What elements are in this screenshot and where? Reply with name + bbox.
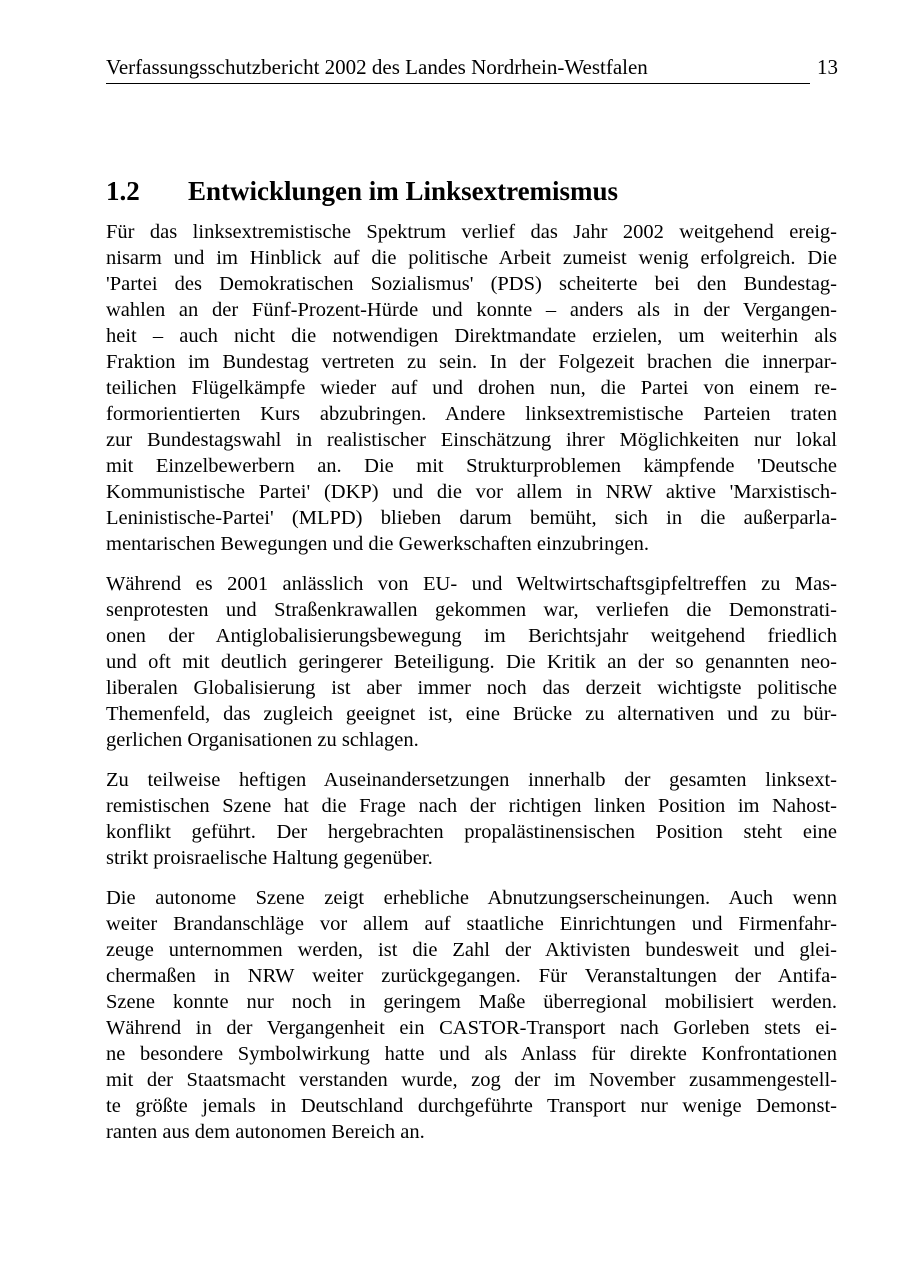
paragraph-1	[106, 219, 837, 557]
text-line: senprotesten und Straßenkrawallen gekommen war, verliefen die Demonstrati-	[106, 599, 837, 621]
text-line: konflikt geführt. Der hergebrachten propalästinensischen Position steht eine	[106, 821, 837, 843]
text-line: mit der Staatsmacht verstanden wurde, zog der im November zusammengestell-	[106, 1069, 837, 1091]
text-line: remistischen Szene hat die Frage nach der richtigen linken Position im Nahost-	[106, 795, 837, 817]
paragraph-4	[106, 885, 837, 1145]
text-line: heit – auch nicht die notwendigen Direktmandate erzielen, um weiterhin als	[106, 325, 837, 347]
text-line: Während in der Vergangenheit ein CASTOR-Transport nach Gorleben stets ei-	[106, 1017, 837, 1039]
paragraph-3	[106, 767, 837, 871]
text-line: Für das linksextremistische Spektrum verlief das Jahr 2002 weitgehend ereig-	[106, 221, 837, 243]
text-line: und oft mit deutlich geringerer Beteiligung. Die Kritik an der so genannten neo-	[106, 651, 837, 673]
text-line: 'Partei des Demokratischen Sozialismus' (PDS) scheiterte bei den Bundestag-	[106, 273, 837, 295]
paragraph-2	[106, 571, 837, 753]
text-line: Fraktion im Bundestag vertreten zu sein. In der Folgezeit brachen die innerpar-	[106, 351, 837, 373]
text-line: zur Bundestagswahl in realistischer Einschätzung ihrer Möglichkeiten nur lokal	[106, 429, 837, 451]
text-line: te größte jemals in Deutschland durchgeführte Transport nur wenige Demonst-	[106, 1095, 837, 1117]
text-line: Zu teilweise heftigen Auseinandersetzungen innerhalb der gesamten linksext-	[106, 769, 837, 791]
text-line: Die autonome Szene zeigt erhebliche Abnutzungserscheinungen. Auch wenn	[106, 887, 837, 909]
text-line: ne besondere Symbolwirkung hatte und als Anlass für direkte Konfrontationen	[106, 1043, 837, 1065]
running-header-title: Verfassungsschutzbericht 2002 des Landes Nordrhein-Westfalen	[106, 53, 810, 84]
text-line: ranten aus dem autonomen Bereich an.	[106, 1121, 425, 1143]
text-line: gerlichen Organisationen zu schlagen.	[106, 729, 419, 751]
text-line: strikt proisraelische Haltung gegenüber.	[106, 847, 433, 869]
body-text	[106, 219, 837, 1159]
text-line: Kommunistische Partei' (DKP) und die vor allem in NRW aktive 'Marxistisch-	[106, 481, 837, 503]
text-line: wahlen an der Fünf-Prozent-Hürde und konnte – anders als in der Vergangen-	[106, 299, 837, 321]
text-line: chermaßen in NRW weiter zurückgegangen. Für Veranstaltungen der Antifa-	[106, 965, 837, 987]
text-line: teilichen Flügelkämpfe wieder auf und drohen nun, die Partei von einem re-	[106, 377, 837, 399]
page-number: 13	[817, 55, 838, 79]
text-line: formorientierten Kurs abzubringen. Andere linksextremistische Parteien traten	[106, 403, 837, 425]
text-line: onen der Antiglobalisierungsbewegung im Berichtsjahr weitgehend friedlich	[106, 625, 837, 647]
text-line: mentarischen Bewegungen und die Gewerkschaften einzubringen.	[106, 533, 650, 555]
text-line: Szene konnte nur noch in geringem Maße überregional mobilisiert werden.	[106, 991, 837, 1013]
text-line: Leninistische-Partei' (MLPD) blieben darum bemüht, sich in die außerparla-	[106, 507, 837, 529]
text-line: mit Einzelbewerbern an. Die mit Strukturproblemen kämpfende 'Deutsche	[106, 455, 837, 477]
text-line: zeuge unternommen werden, ist die Zahl der Aktivisten bundesweit und glei-	[106, 939, 837, 961]
text-line: Während es 2001 anlässlich von EU- und Weltwirtschaftsgipfeltreffen zu Mas-	[106, 573, 837, 595]
text-line: liberalen Globalisierung ist aber immer noch das derzeit wichtigste politische	[106, 677, 837, 699]
section-number: 1.2	[106, 176, 140, 206]
text-line: weiter Brandanschläge vor allem auf staatliche Einrichtungen und Firmenfahr-	[106, 913, 837, 935]
text-line: nisarm und im Hinblick auf die politische Arbeit zumeist wenig erfolgreich. Die	[106, 247, 837, 269]
text-line: Themenfeld, das zugleich geeignet ist, eine Brücke zu alternativen und zu bür-	[106, 703, 837, 725]
section-heading	[106, 174, 618, 208]
section-title: Entwicklungen im Linksextremismus	[188, 176, 619, 206]
